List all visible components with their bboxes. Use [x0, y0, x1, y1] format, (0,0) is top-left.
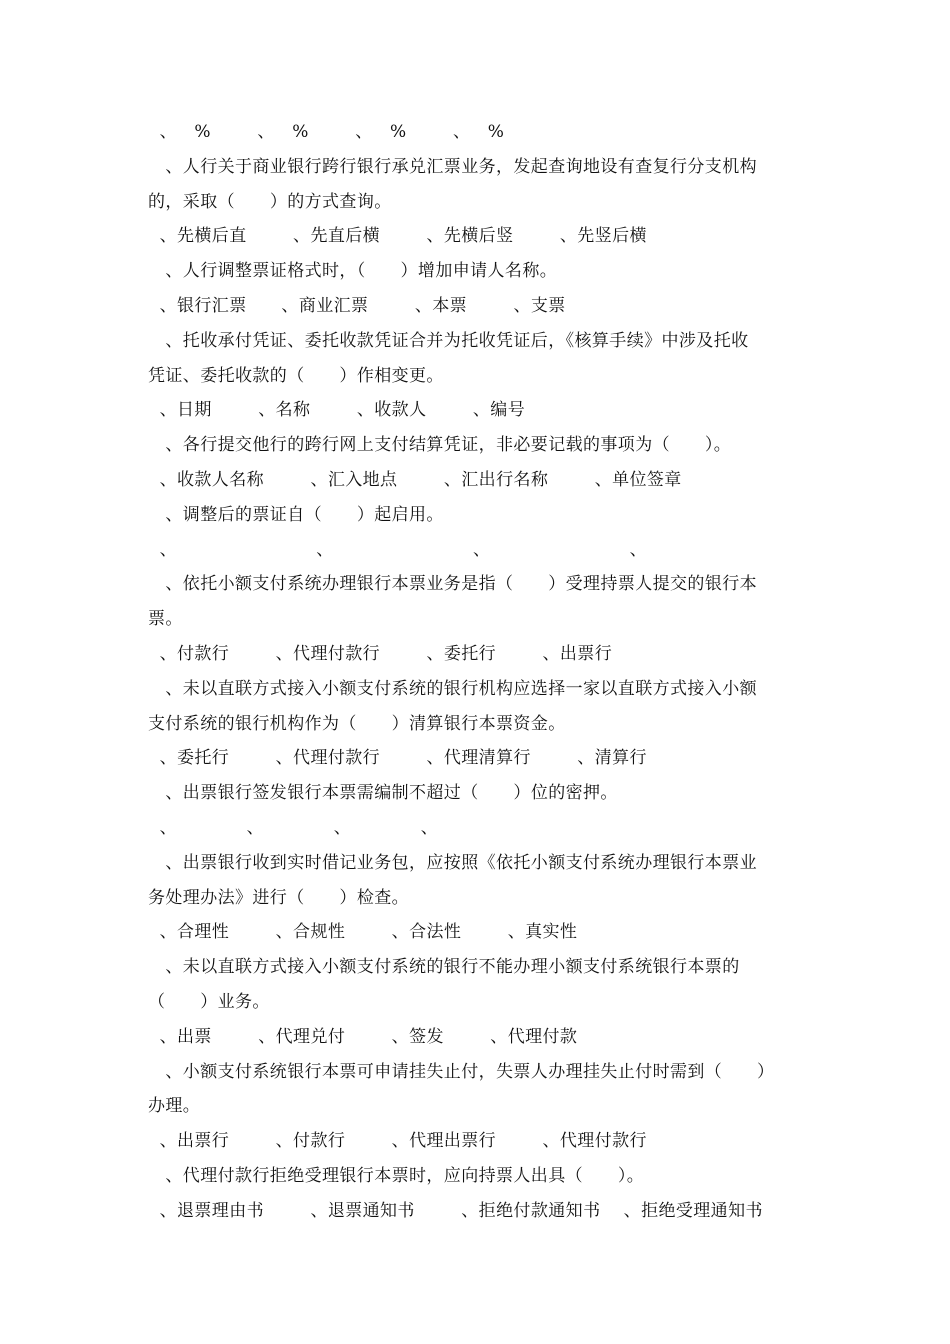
question-line: 、出票银行收到实时借记业务包，应按照《依托小额支付系统办理银行本票业	[148, 853, 758, 873]
question-line: 、依托小额支付系统办理银行本票业务是指（ ）受理持票人提交的银行本	[148, 574, 758, 594]
option-line: 、合理性 、合规性 、合法性 、真实性	[148, 922, 578, 942]
option-line: 、退票理由书 、退票通知书 、拒绝付款通知书 、拒绝受理通知书	[148, 1201, 763, 1221]
option-line: 、 、 、 、	[148, 540, 648, 560]
question-line: 支付系统的银行机构作为（ ）清算银行本票资金。	[148, 714, 566, 734]
option-line: 、银行汇票 、商业汇票 、本票 、支票	[148, 296, 566, 316]
option-line: 、出票行 、付款行 、代理出票行 、代理付款行	[148, 1131, 647, 1151]
option-line: 、出票 、代理兑付 、签发 、代理付款	[148, 1027, 578, 1047]
question-line: 务处理办法》进行（ ）检查。	[148, 888, 410, 908]
question-line: 、各行提交他行的跨行网上支付结算凭证，非必要记载的事项为（ ）。	[148, 435, 732, 455]
question-line: 办理。	[148, 1096, 201, 1116]
option-line: 、委托行 、代理付款行 、代理清算行 、清算行	[148, 748, 647, 768]
option-line: 、 % 、 % 、 % 、 %	[148, 122, 505, 142]
question-line: 凭证、委托收款的（ ）作相变更。	[148, 366, 444, 386]
question-line: 、人行关于商业银行跨行银行承兑汇票业务，发起查询地设有查复行分支机构	[148, 157, 758, 177]
option-line: 、先横后直 、先直后横 、先横后竖 、先竖后横	[148, 226, 647, 246]
question-line: 、托收承付凭证、委托收款凭证合并为托收凭证后，《核算手续》中涉及托收	[148, 331, 749, 351]
question-line: 票。	[148, 609, 183, 629]
question-line: 的，采取（ ）的方式查询。	[148, 192, 392, 212]
question-line: 、未以直联方式接入小额支付系统的银行不能办理小额支付系统银行本票的	[148, 957, 740, 977]
question-line: 、出票银行签发银行本票需编制不超过（ ）位的密押。	[148, 783, 618, 803]
question-line: 、调整后的票证自（ ）起启用。	[148, 505, 444, 525]
question-line: 、未以直联方式接入小额支付系统的银行机构应选择一家以直联方式接入小额	[148, 679, 758, 699]
question-line: 、代理付款行拒绝受理银行本票时，应向持票人出具（ ）。	[148, 1166, 645, 1186]
question-line: 、小额支付系统银行本票可申请挂失止付，失票人办理挂失止付时需到（ ）	[148, 1062, 775, 1082]
question-line: （ ）业务。	[148, 992, 270, 1012]
option-line: 、付款行 、代理付款行 、委托行 、出票行	[148, 644, 613, 664]
option-line: 、 、 、 、	[148, 818, 439, 838]
question-line: 、人行调整票证格式时，（ ）增加申请人名称。	[148, 261, 558, 281]
option-line: 、收款人名称 、汇入地点 、汇出行名称 、单位签章	[148, 470, 682, 490]
option-line: 、日期 、名称 、收款人 、编号	[148, 400, 526, 420]
